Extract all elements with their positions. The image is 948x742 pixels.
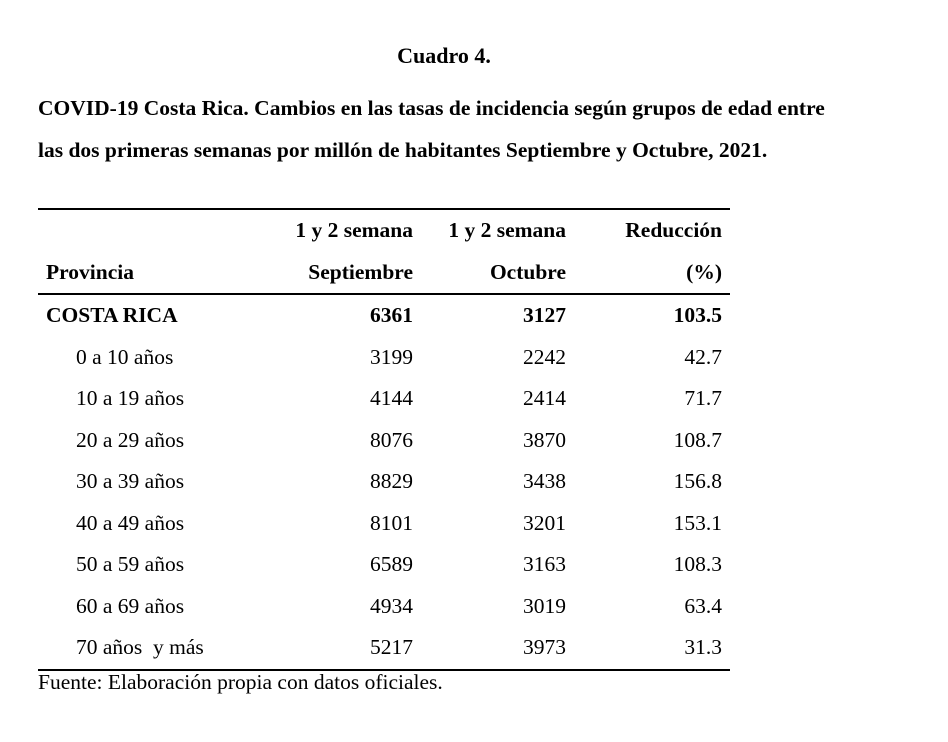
header-cell <box>38 209 283 252</box>
cell-september: 8076 <box>370 427 413 452</box>
cell-reduction: 108.7 <box>673 427 722 452</box>
cell-october: 3201 <box>523 510 566 535</box>
cell-october: 2242 <box>523 344 566 369</box>
cell-september: 4934 <box>370 593 413 618</box>
cell-september: 3199 <box>370 344 413 369</box>
table-row <box>38 503 730 545</box>
row-label: 50 a 59 años <box>76 552 185 576</box>
cell-reduction: 108.3 <box>673 552 722 576</box>
row-label: 70 años y más <box>38 627 283 670</box>
incidence-table <box>38 208 730 671</box>
source-note: Fuente: Elaboración propia con datos oficiales. <box>38 670 443 694</box>
header-cell: 1 y 2 semana <box>421 209 574 252</box>
title-line-1: COVID-19 Costa Rica. Cambios en las tasas de incidencia según grupos de edad entre <box>38 96 825 120</box>
table-row <box>38 378 730 420</box>
cell-reduction: 103.5 <box>673 303 722 327</box>
cell-september: 4144 <box>370 386 413 410</box>
title-line-2: las dos primeras semanas por millón de habitantes Septiembre y Octubre, 2021. <box>38 138 768 162</box>
cell-reduction: 156.8 <box>673 469 722 493</box>
table-row <box>38 461 730 503</box>
header-cell: Reducción <box>574 209 730 252</box>
cell-october: 3438 <box>523 469 566 493</box>
table-row <box>38 627 730 670</box>
header-row-1 <box>38 209 730 252</box>
row-label: COSTA RICA <box>46 303 178 327</box>
table-row <box>38 544 730 586</box>
row-label: 20 a 29 años <box>76 427 185 452</box>
row-label: 60 a 69 años <box>76 593 185 618</box>
header-row-2 <box>38 252 730 295</box>
cell-october: 2414 <box>523 386 566 410</box>
cell-reduction: 63.4 <box>684 593 722 618</box>
header-cell: 1 y 2 semana <box>283 209 421 252</box>
cell-september: 8101 <box>370 510 413 535</box>
cell-reduction: 71.7 <box>684 386 722 410</box>
row-label: 0 a 10 años <box>76 344 174 369</box>
table-title <box>38 87 928 171</box>
cell-october: 3127 <box>523 303 566 327</box>
cell-september: 6589 <box>370 552 413 576</box>
row-label: 30 a 39 años <box>76 469 185 493</box>
table-row <box>38 337 730 379</box>
cell-reduction: 153.1 <box>673 510 722 535</box>
cell-october: 3163 <box>523 552 566 576</box>
header-cell: Septiembre <box>283 252 421 295</box>
header-cell: Provincia <box>38 252 283 295</box>
cell-september: 8829 <box>370 469 413 493</box>
table-row <box>38 420 730 462</box>
table-row-total <box>38 294 730 337</box>
cell-october: 3973 <box>421 627 574 670</box>
cell-reduction: 42.7 <box>684 344 722 369</box>
row-label: 40 a 49 años <box>76 510 185 535</box>
table-row <box>38 586 730 628</box>
cell-september: 6361 <box>370 303 413 327</box>
cell-september: 5217 <box>283 627 421 670</box>
cell-october: 3870 <box>523 427 566 452</box>
header-cell: (%) <box>574 252 730 295</box>
table-number-label: Cuadro 4. <box>397 43 491 68</box>
header-cell: Octubre <box>421 252 574 295</box>
row-label: 10 a 19 años <box>76 386 185 410</box>
cell-reduction: 31.3 <box>574 627 730 670</box>
cell-october: 3019 <box>523 593 566 618</box>
